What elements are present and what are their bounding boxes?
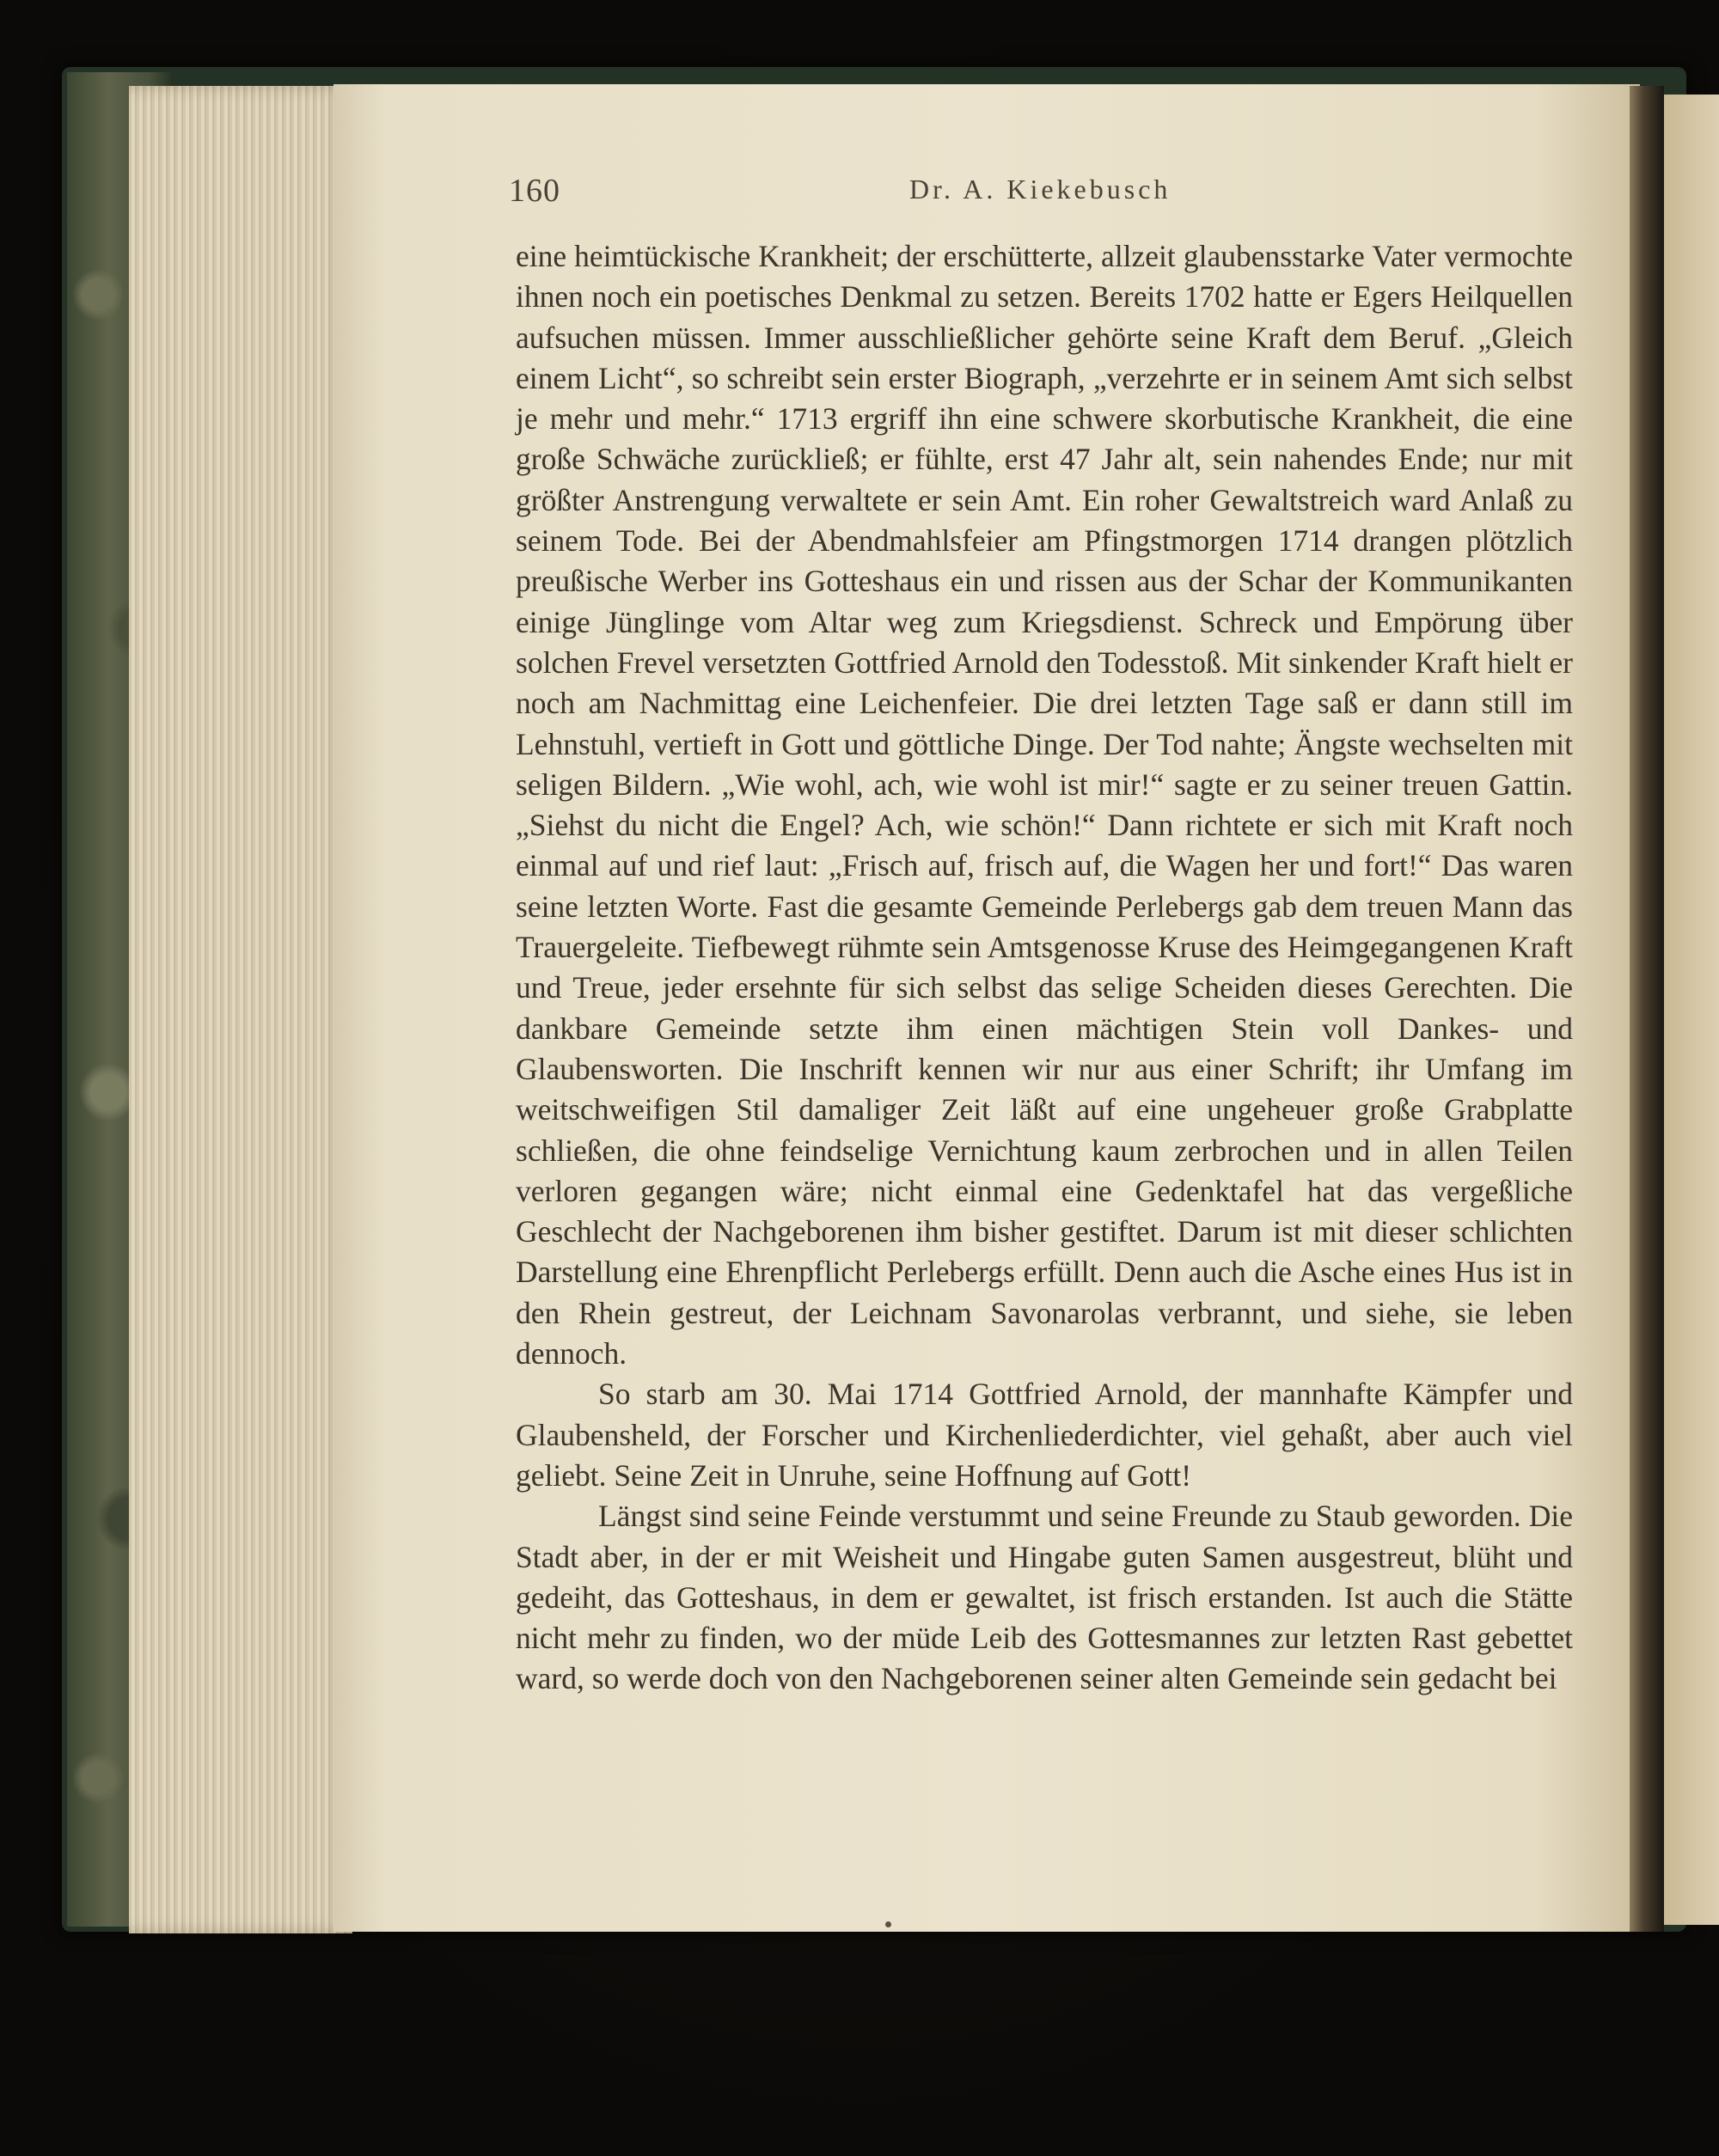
page-number: 160 — [509, 173, 560, 209]
page-body — [516, 236, 1573, 1700]
book-gutter — [1630, 86, 1664, 1932]
facing-page-edge — [1664, 95, 1719, 1925]
paragraph-continued: eine heimtückische Krankheit; der erschütterte, allzeit glaubensstarke Vater vermochte ihnen noch ein poetisches Denkmal zu setzen. Bereits 1702 hatte er Egers Heilquellen aufsuchen müssen. Immer ausschließlicher gehörte seine Kraft dem Beruf. „Gleich einem Licht“, so schreibt sein erster Biograph, „verzehrte er in seinem Amt sich selbst je mehr und mehr.“ 1713 ergriff ihn eine schwere skorbutische Krankheit, die eine große Schwäche zurückließ; er fühlte, erst 47 Jahr alt, sein nahendes Ende; nur mit größter Anstrengung verwaltete er sein Amt. Ein roher Gewaltstreich ward Anlaß zu seinem Tode. Bei der Abendmahlsfeier am Pfingstmorgen 1714 drangen plötzlich preußische Werber ins Gotteshaus ein und rissen aus der Schar der Kommunikanten einige Jünglinge vom Altar weg zum Kriegsdienst. Schreck und Empörung über solchen Frevel versetzten Gottfried Arnold den Todesstoß. Mit sinkender Kraft hielt er noch am Nachmittag eine Leichenfeier. Die drei letzten Tage saß er dann still im Lehnstuhl, vertieft in Gott und göttliche Dinge. Der Tod nahte; Ängste wechselten mit seligen Bildern. „Wie wohl, ach, wie wohl ist mir!“ sagte er zu seiner treuen Gattin. „Siehst du nicht die Engel? Ach, wie schön!“ Dann richtete er sich mit Kraft noch einmal auf und rief laut: „Frisch auf, frisch auf, die Wagen her und fort!“ Das waren seine letzten Worte. Fast die gesamte Gemeinde Perlebergs gab dem treuen Mann das Trauergeleite. Tiefbewegt rühmte sein Amtsgenosse Kruse des Heimgegangenen Kraft und Treue, jeder ersehnte für sich selbst das selige Scheiden dieses Gerechten. Die dankbare Gemeinde setzte ihm einen mächtigen Stein voll Dankes- und Glaubensworten. Die Inschrift kennen wir nur aus einer Schrift; ihr Umfang im weitschweifigen Stil damaliger Zeit läßt auf eine ungeheuer große Grabplatte schließen, die ohne feindselige Vernichtung kaum zerbrochen und in allen Teilen verloren gegangen wäre; nicht einmal eine Gedenktafel hat das vergeßliche Geschlecht der Nachgeborenen ihm bisher gestiftet. Darum ist mit dieser schlichten Darstellung eine Ehrenpflicht Perlebergs erfüllt. Denn auch die Asche eines Hus ist in den Rhein gestreut, der Leichnam Savonarolas verbrannt, und siehe, sie leben dennoch. — [516, 239, 1573, 1371]
running-head: Dr. A. Kiekebusch — [909, 174, 1171, 205]
paragraph: So starb am 30. Mai 1714 Gottfried Arnold, der mannhafte Kämpfer und Glaubensheld, der Forscher und Kirchenliederdichter, viel gehaßt, aber auch viel geliebt. Seine Zeit in Unruhe, seine Hoffnung auf Gott! — [516, 1377, 1573, 1493]
footer-mark — [885, 1921, 891, 1927]
paragraph: Längst sind seine Feinde verstummt und seine Freunde zu Staub geworden. Die Stadt aber, in der er mit Weisheit und Hingabe guten Samen ausgestreut, blüht und gedeiht, das Gotteshaus, in dem er gewaltet, ist frisch erstanden. Ist auch die Stätte nicht mehr zu finden, wo der müde Leib des Gottesmannes zur letzten Rast gebettet ward, so werde doch von den Nachgeborenen seiner alten Gemeinde sein gedacht bei — [516, 1499, 1573, 1696]
page-stack-edge — [129, 86, 352, 1933]
page-header — [509, 172, 1575, 215]
